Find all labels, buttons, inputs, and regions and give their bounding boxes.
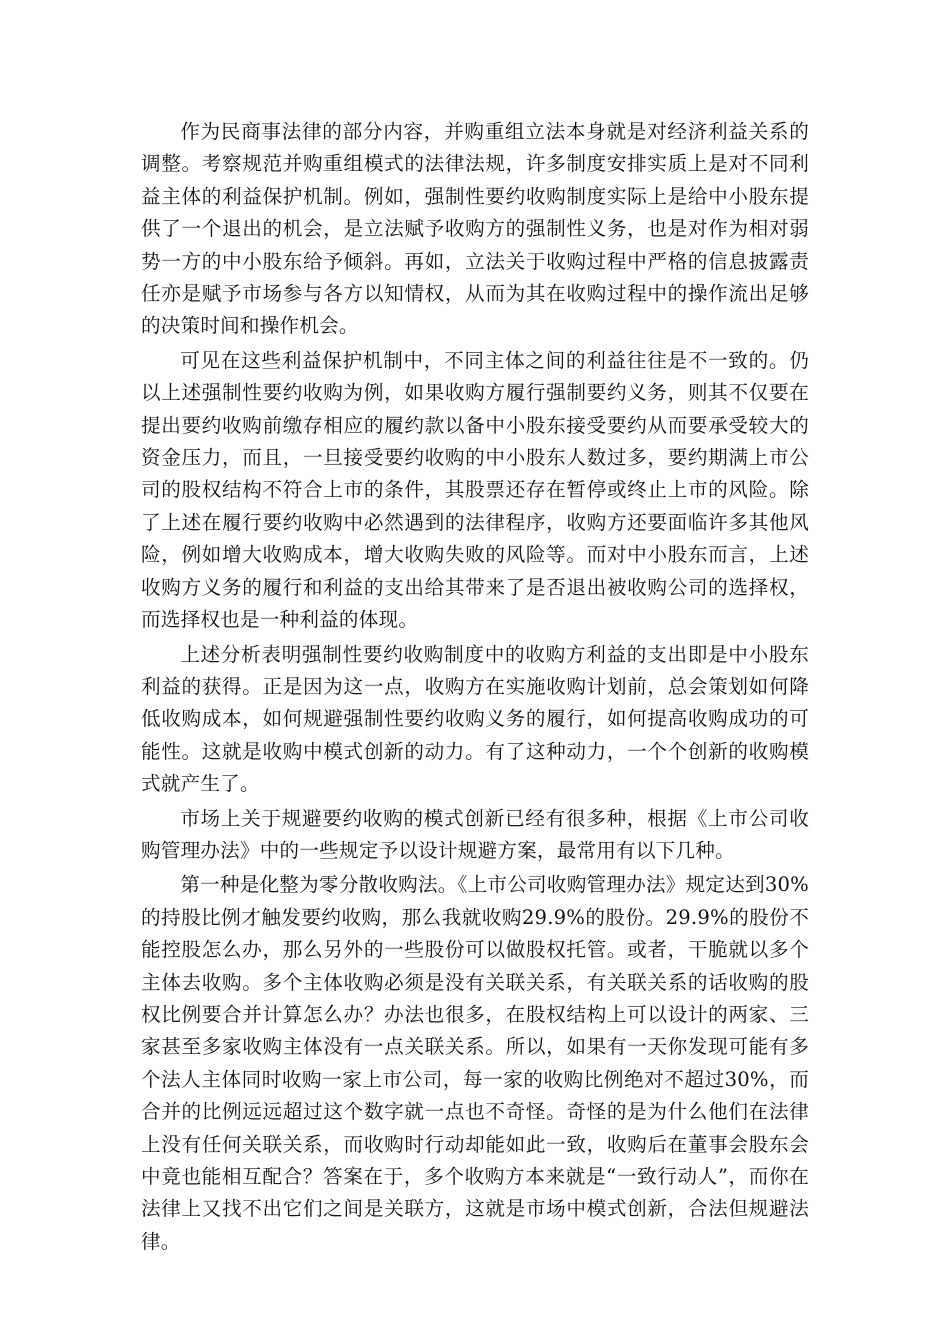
paragraph-4: 市场上关于规避要约收购的模式创新已经有很多种，根据《上市公司收购管理办法》中的一些规定予以设计规避方案，最常用有以下几种。 [141,806,809,862]
paragraph-1: 作为民商事法律的部分内容，并购重组立法本身就是对经济利益关系的调整。考察规范并购重组模式的法律法规，许多制度安排实质上是对不同利益主体的利益保护机制。例如，强制性要约收购制度实际上是给中小股东提供了一个退出的机会，是立法赋予收购方的强制性义务，也是对作为相对弱势一方的中小股东给予倾斜。再如，立法关于收购过程中严格的信息披露责任亦是赋予市场参与各方以知情权，从而为其在收购过程中的操作流出足够的决策时间和操作机会。 [141,120,809,338]
paragraph-5: 第一种是化整为零分散收购法。《上市公司收购管理办法》规定达到30%的持股比例才触发要约收购，那么我就收购29.9%的股份。29.9%的股份不能控股怎么办，那么另外的一些股份可以做股权托管。或者，干脆就以多个主体去收购。多个主体收购必须是没有关联关系，有关联关系的话收购的股权比例要合并计算怎么办？办法也很多，在股权结构上可以设计的两家、三家甚至多家收购主体没有一点关联关系。所以，如果有一天你发现可能有多个法人主体同时收购一家上市公司，每一家的收购比例绝对不超过30%，而合并的比例远远超过这个数字就一点也不奇怪。奇怪的是为什么他们在法律上没有任何关联关系，而收购时行动却能如此一致，收购后在董事会股东会中竟也能相互配合？答案在于，多个收购方本来就是“一致行动人”，而你在法律上又找不出它们之间是关联方，这就是市场中模式创新，合法但规避法律。 [141,873,809,1253]
paragraph-2: 可见在这些利益保护机制中，不同主体之间的利益往往是不一致的。仍以上述强制性要约收购为例，如果收购方履行强制要约义务，则其不仅要在提出要约收购前缴存相应的履约款以备中小股东接受要约从而要承受较大的资金压力，而且，一旦接受要约收购的中小股东人数过多，要约期满上市公司的股权结构不符合上市的条件，其股票还存在暂停或终止上市的风险。除了上述在履行要约收购中必然遇到的法律程序，收购方还要面临许多其他风险，例如增大收购成本，增大收购失败的风险等。而对中小股东而言，上述收购方义务的履行和利益的支出给其带来了是否退出被收购公司的选择权，而选择权也是一种利益的体现。 [141,348,809,632]
body-text [141,116,809,1260]
paragraph-3: 上述分析表明强制性要约收购制度中的收购方利益的支出即是中小股东利益的获得。正是因为这一点，收购方在实施收购计划前，总会策划如何降低收购成本，如何规避强制性要约收购义务的履行，如何提高收购成功的可能性。这就是收购中模式创新的动力。有了这种动力，一个个创新的收购模式就产生了。 [141,642,809,796]
